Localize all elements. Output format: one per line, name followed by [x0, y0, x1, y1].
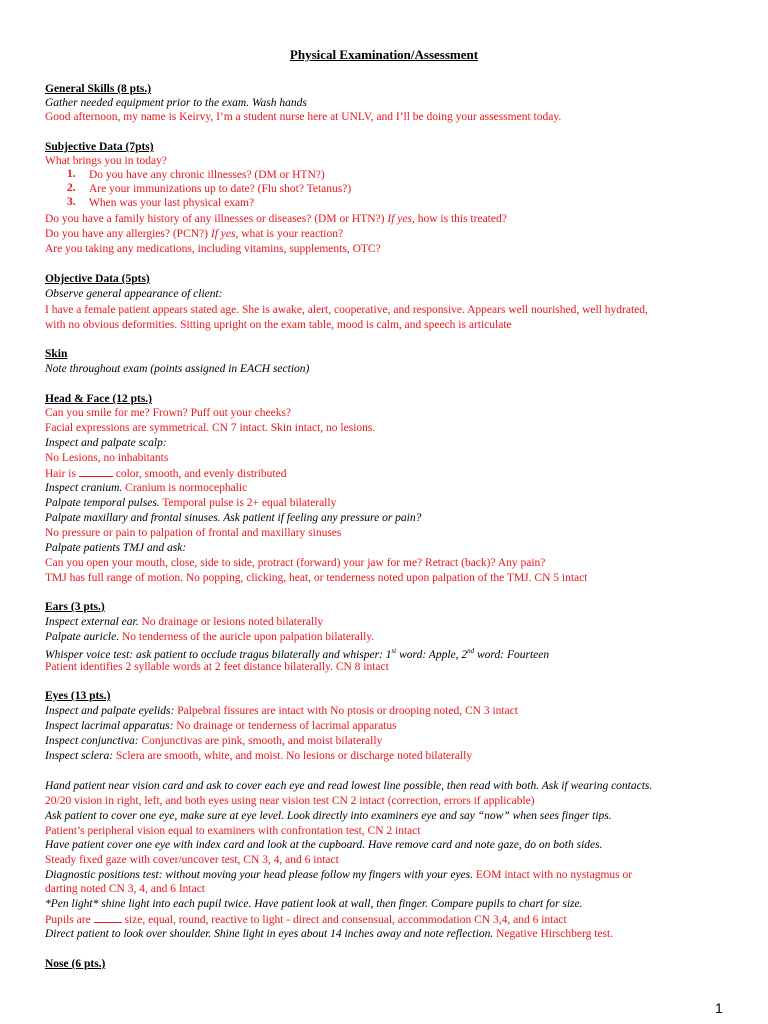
subjective-medication-question: Are you taking any medications, including vitamins, supplements, OTC?: [45, 243, 381, 255]
eyes-line: Inspect and palpate eyelids: Palpebral fissures are intact with No ptosis or drooping noted, CN 3 intact: [45, 705, 519, 717]
head-line: Palpate patients TMJ and ask:: [45, 542, 187, 554]
page-number: 1: [715, 1000, 723, 1016]
page-title: Physical Examination/Assessment: [289, 47, 479, 62]
ears-heading: Ears (3 pts.): [45, 601, 105, 613]
head-temporal-line: Palpate temporal pulses. Temporal pulse is 2+ equal bilaterally: [45, 497, 337, 509]
eyes-heading: Eyes (13 pts.): [45, 690, 111, 702]
head-cranium-line: Inspect cranium. Cranium is normocephalic: [45, 482, 248, 494]
fill-in-blank: [79, 466, 113, 477]
eyes-line: Ask patient to cover one eye, make sure at eye level. Look directly into examiners eye and say “now” when sees finger tips.: [45, 810, 612, 822]
head-line: TMJ has full range of motion. No popping, clicking, heat, or tenderness noted upon palpation of the TMJ. CN 5 intact: [45, 572, 588, 584]
list-item: Do you have any chronic illnesses? (DM or HTN?): [89, 169, 325, 181]
objective-instruction: Observe general appearance of client:: [45, 288, 223, 300]
ears-line: Palpate auricle. No tenderness of the auricle upon palpation bilaterally.: [45, 631, 375, 643]
list-item: Are your immunizations up to date? (Flu shot? Tetanus?): [89, 183, 352, 195]
head-line: No Lesions, no inhabitants: [45, 452, 169, 464]
eyes-pupils-line: Pupils are size, equal, round, reactive to light - direct and consensual, accommodation CN 3,4, and 6 intact: [45, 914, 567, 926]
head-face-heading: Head & Face (12 pts.): [45, 393, 152, 405]
subjective-heading: Subjective Data (7pts): [45, 141, 154, 153]
eyes-line: Have patient cover one eye with index card and look at the cupboard. Have remove card and note gaze, do on both sides.: [45, 839, 603, 851]
objective-observation-line: with no obvious deformities. Sitting upright on the exam table, mood is calm, and speech is articulate: [45, 319, 512, 331]
list-number: 3.: [67, 196, 76, 208]
nose-heading: Nose (6 pts.): [45, 958, 106, 970]
objective-observation-line: I have a female patient appears stated age. She is awake, alert, cooperative, and responsive. Appears well nourished, well hydrated,: [45, 304, 648, 316]
list-number: 2.: [67, 182, 76, 194]
eyes-line: *Pen light* shine light into each pupil twice. Have patient look at wall, then finger. Compare pupils to chart for size.: [45, 898, 583, 910]
eyes-line: Diagnostic positions test: without moving your head please follow my fingers with your eyes. EOM intact with no nystagmus or: [45, 869, 633, 881]
eyes-line: darting noted CN 3, 4, and 6 Intact: [45, 883, 206, 895]
head-line: Can you smile for me? Frown? Puff out your cheeks?: [45, 407, 292, 419]
subjective-family-question: Do you have a family history of any illnesses or diseases? (DM or HTN?) If yes, how is this treated?: [45, 213, 507, 225]
eyes-line: Direct patient to look over shoulder. Shine light in eyes about 14 inches away and note reflection. Negative Hirschberg test.: [45, 928, 614, 940]
subjective-allergy-question: Do you have any allergies? (PCN?) If yes, what is your reaction?: [45, 228, 344, 240]
eyes-line: Steady fixed gaze with cover/uncover test, CN 3, 4, and 6 intact: [45, 854, 339, 866]
general-skills-heading: General Skills (8 pts.): [45, 83, 152, 95]
general-greeting: Good afternoon, my name is Keirvy, I’m a student nurse here at UNLV, and I’ll be doing your assessment today.: [45, 111, 562, 123]
ears-whisper-line: Whisper voice test: ask patient to occlude tragus bilaterally and whisper: 1st word: Apple, 2nd word: Fourteen: [45, 647, 550, 661]
ears-line: Patient identifies 2 syllable words at 2 feet distance bilaterally. CN 8 intact: [45, 661, 389, 673]
eyes-line: 20/20 vision in right, left, and both eyes using near vision test CN 2 intact (correction, errors if applicable): [45, 795, 535, 807]
head-line: Facial expressions are symmetrical. CN 7 intact. Skin intact, no lesions.: [45, 422, 376, 434]
objective-heading: Objective Data (5pts): [45, 273, 150, 285]
head-line: No pressure or pain to palpation of frontal and maxillary sinuses: [45, 527, 342, 539]
eyes-line: Inspect lacrimal apparatus: No drainage or tenderness of lacrimal apparatus: [45, 720, 397, 732]
list-number: 1.: [67, 168, 76, 180]
list-item: When was your last physical exam?: [89, 197, 255, 209]
skin-note: Note throughout exam (points assigned in EACH section): [45, 363, 310, 375]
eyes-line: Patient’s peripheral vision equal to examiners with confrontation test, CN 2 intact: [45, 825, 421, 837]
fill-in-blank: [94, 912, 122, 923]
head-line: Can you open your mouth, close, side to side, protract (forward) your jaw for me? Retract (back)? Any pain?: [45, 557, 546, 569]
head-line: Inspect and palpate scalp:: [45, 437, 167, 449]
ears-line: Inspect external ear. No drainage or lesions noted bilaterally: [45, 616, 324, 628]
general-instruction: Gather needed equipment prior to the exam. Wash hands: [45, 97, 307, 109]
eyes-line: Inspect sclera: Sclera are smooth, white, and moist. No lesions or discharge noted bilaterally: [45, 750, 473, 762]
subjective-q1: What brings you in today?: [45, 155, 168, 167]
eyes-line: Hand patient near vision card and ask to cover each eye and read lowest line possible, then read with both. Ask if wearing contacts.: [45, 780, 653, 792]
head-hair-line: Hair is color, smooth, and evenly distributed: [45, 468, 287, 480]
skin-heading: Skin: [45, 348, 68, 360]
head-line: Palpate maxillary and frontal sinuses. Ask patient if feeling any pressure or pain?: [45, 512, 422, 524]
eyes-line: Inspect conjunctiva: Conjunctivas are pink, smooth, and moist bilaterally: [45, 735, 383, 747]
